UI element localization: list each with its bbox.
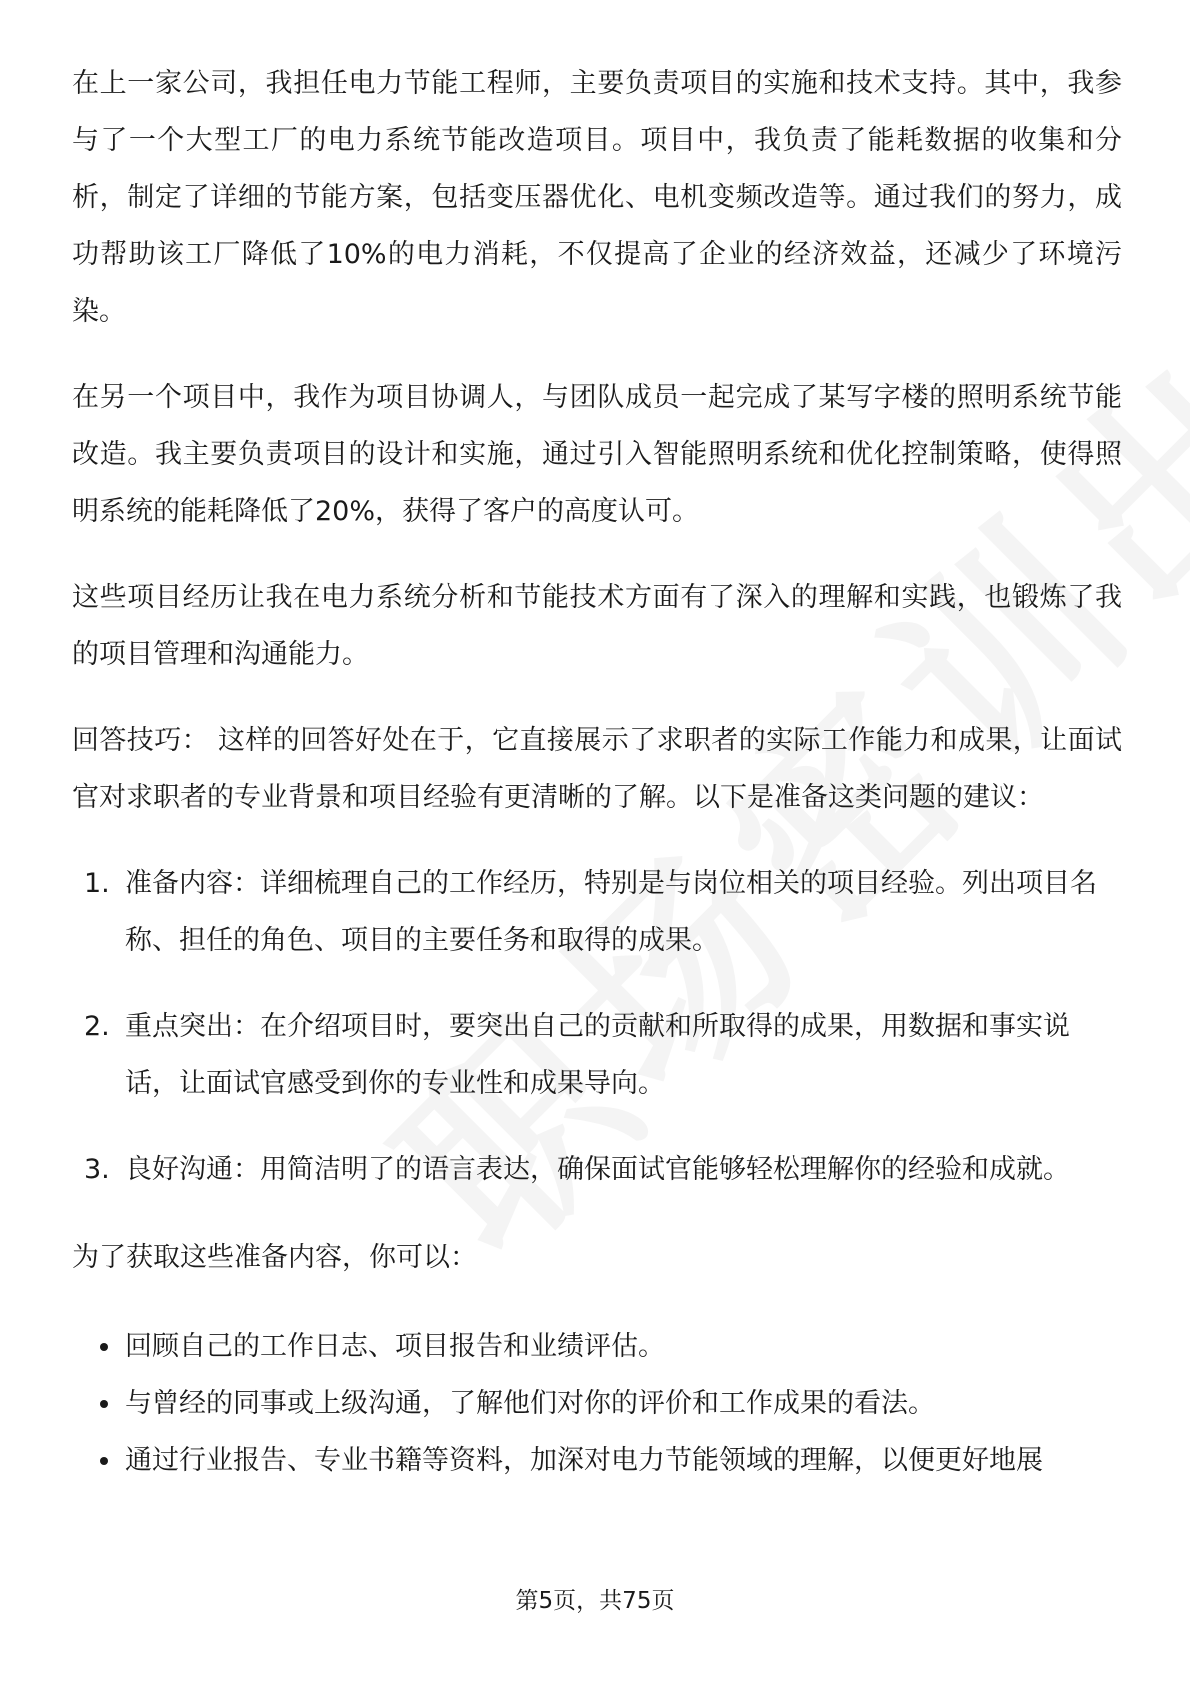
bullet-dot-icon <box>100 1457 108 1465</box>
paragraph-answer-tips: 回答技巧： 这样的回答好处在于，它直接展示了求职者的实际工作能力和成果，让面试官对求职者的专业背景和项目经验有更清晰的了解。以下是准备这类问题的建议： <box>72 725 1122 813</box>
bullet-item-text: 回顾自己的工作日志、项目报告和业绩评估。 <box>125 1331 665 1362</box>
bullet-item-text: 通过行业报告、专业书籍等资料，加深对电力节能领域的理解，以便更好地展 <box>125 1445 1043 1476</box>
paragraph-summary: 这些项目经历让我在电力系统分析和节能技术方面有了深入的理解和实践，也锻炼了我的项目管理和沟通能力。 <box>72 582 1122 670</box>
paragraph-intro: 为了获取这些准备内容，你可以： <box>72 1242 477 1273</box>
bullet-item <box>72 1318 1122 1375</box>
list-item <box>72 998 1122 1112</box>
bullet-item <box>72 1432 1122 1489</box>
bullet-item <box>72 1375 1122 1432</box>
bullet-dot-icon <box>100 1343 108 1351</box>
bullet-item-text: 与曾经的同事或上级沟通，了解他们对你的评价和工作成果的看法。 <box>125 1388 935 1419</box>
bullet-list <box>72 1318 1122 1489</box>
document-body <box>72 55 1122 1489</box>
list-item-text: 重点突出：在介绍项目时，要突出自己的贡献和所取得的成果，用数据和事实说话，让面试官感受到你的专业性和成果导向。 <box>125 1011 1070 1099</box>
paragraph-project-2: 在另一个项目中，我作为项目协调人，与团队成员一起完成了某写字楼的照明系统节能改造。我主要负责项目的设计和实施，通过引入智能照明系统和优化控制策略，使得照明系统的能耗降低了20%，获得了客户的高度认可。 <box>72 382 1122 527</box>
list-item-text: 准备内容：详细梳理自己的工作经历，特别是与岗位相关的项目经验。列出项目名称、担任的角色、项目的主要任务和取得的成果。 <box>125 868 1097 956</box>
list-item <box>72 855 1122 969</box>
paragraph-project-1: 在上一家公司，我担任电力节能工程师，主要负责项目的实施和技术支持。其中，我参与了一个大型工厂的电力系统节能改造项目。项目中，我负责了能耗数据的收集和分析，制定了详细的节能方案，包括变压器优化、电机变频改造等。通过我们的努力，成功帮助该工厂降低了10%的电力消耗，不仅提高了企业的经济效益，还减少了环境污染。 <box>72 68 1122 327</box>
numbered-list <box>72 855 1122 1198</box>
list-item-number: 1. <box>84 868 110 899</box>
page-footer: 第5页，共75页 <box>515 1588 675 1614</box>
bullet-dot-icon <box>100 1400 108 1408</box>
list-item-number: 2. <box>84 1011 110 1042</box>
list-item <box>72 1141 1122 1198</box>
list-item-text: 良好沟通：用简洁明了的语言表达，确保面试官能够轻松理解你的经验和成就。 <box>125 1154 1070 1185</box>
list-item-number: 3. <box>84 1154 110 1185</box>
